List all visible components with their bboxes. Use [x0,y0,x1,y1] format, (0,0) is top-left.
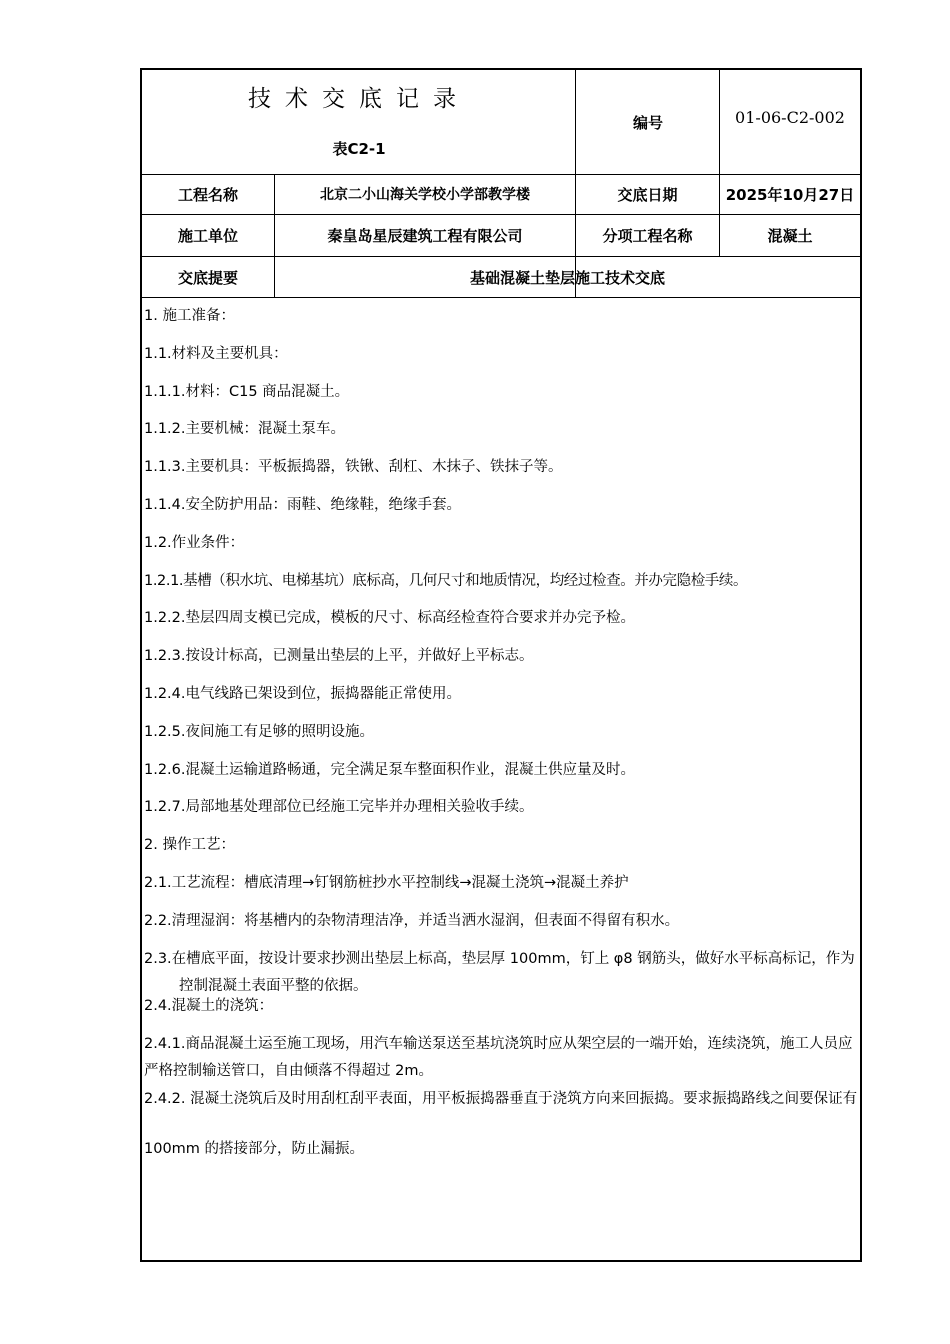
content-line: 2.3.在槽底平面，按设计要求抄测出垫层上标高，垫层厚 100mm，钉上 φ8 钢筋头，做好水平标高标记，作为控制混凝土表面平整的依据。 [144,950,855,994]
construction-unit-value: 秦皇岛星辰建筑工程有限公司 [327,227,523,245]
subproject-name-label: 分项工程名称 [602,227,693,245]
disclosure-content [144,298,860,1174]
summary-value: 基础混凝土垫层施工技术交底 [469,268,665,287]
content-line: 1.2.3.按设计标高，已测量出垫层的上平，并做好上平标志。 [144,648,534,665]
content-line: 1.1.2.主要机械：混凝土泵车。 [144,421,346,438]
project-name-value: 北京二小山海关学校小学部教学楼 [320,187,530,203]
content-line: 1.2.4.电气线路已架设到位，振捣器能正常使用。 [144,685,462,702]
disclosure-date-label: 交底日期 [617,185,678,204]
disclosure-record-table [140,68,862,1262]
content-line: 2.4.2. 混凝土浇筑后及时用刮杠刮平表面，用平板振捣器垂直于浇筑方向来回振捣。要求振捣路线之间要保证有 100mm 的搭接部分，防止漏振。 [144,1090,858,1157]
content-line: 1.2.7.局部地基处理部位已经施工完毕并办理相关验收手续。 [144,799,534,816]
form-number: 表C2-1 [332,140,386,158]
content-line: 1.1.1.材料：C15 商品混凝土。 [144,383,350,400]
project-name-label: 工程名称 [177,185,238,204]
content-line: 1.2.2.垫层四周支模已完成，模板的尺寸、标高经检查符合要求并办完予检。 [144,610,636,627]
content-line: 2. 操作工艺： [144,837,235,854]
content-line: 1.1.材料及主要机具： [144,345,288,362]
content-line: 1.2.5.夜间施工有足够的照明设施。 [144,723,375,740]
content-line: 2.4.1.商品混凝土运至施工现场，用汽车输送泵送至基坑浇筑时应从架空层的一端开始，连续浇筑，施工人员应严格控制输送管口，自由倾落不得超过 2m。 [144,1036,853,1080]
content-line: 1.2.1.基槽（积水坑、电梯基坑）底标高，几何尺寸和地质情况，均经过检查。并办完隐检手续。 [144,572,748,589]
disclosure-date-value: 2025年10月27日 [725,185,855,204]
content-line: 1.1.3.主要机具：平板振捣器，铁锹、刮杠、木抹子、铁抹子等。 [144,459,563,476]
content-line: 1.1.4.安全防护用品：雨鞋、绝缘鞋，绝缘手套。 [144,496,462,513]
code-label: 编号 [632,113,663,132]
content-line: 1.2.6.混凝土运输道路畅通，完全满足泵车整面积作业，混凝土供应量及时。 [144,761,636,778]
construction-unit-label: 施工单位 [177,227,238,245]
document-title: 技术交底记录 [248,86,470,112]
content-line: 1.2.作业条件： [144,534,245,551]
content-line: 1. 施工准备： [144,308,235,324]
subproject-name-value: 混凝土 [767,227,813,245]
content-line: 2.4.混凝土的浇筑： [144,998,274,1015]
summary-label: 交底提要 [177,268,238,287]
code-value: 01-06-C2-002 [735,107,845,127]
content-line: 2.1.工艺流程：槽底清理→钉钢筋桩抄水平控制线→混凝土浇筑→混凝土养护 [144,874,629,891]
content-line: 2.2.清理湿润：将基槽内的杂物清理洁净，并适当洒水湿润，但表面不得留有积水。 [144,912,680,929]
